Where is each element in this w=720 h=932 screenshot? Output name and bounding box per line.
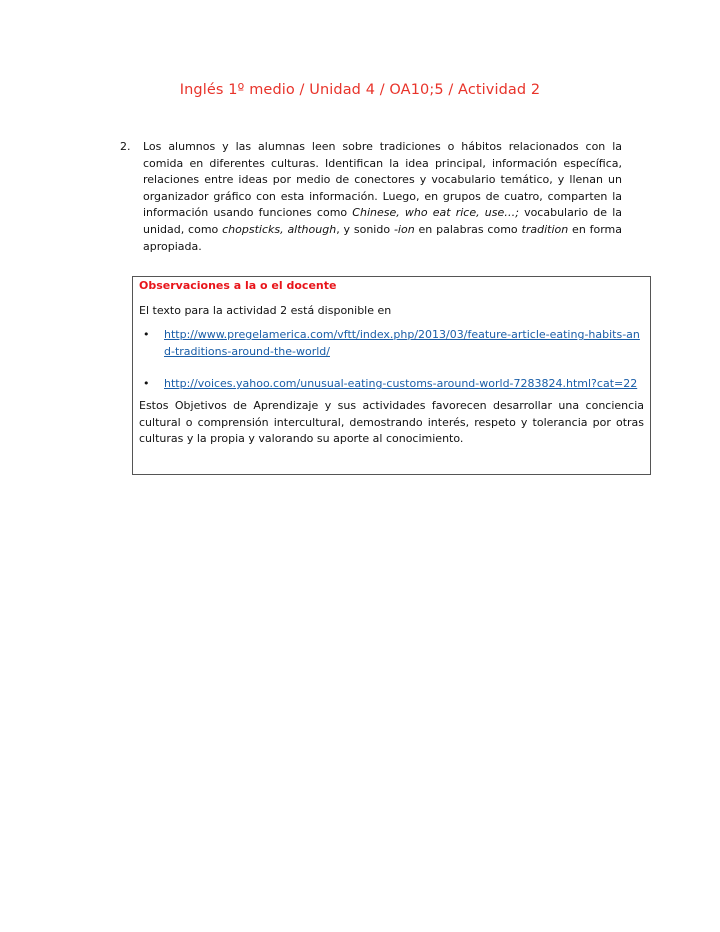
text-segment: Los alumnos y las alumnas leen sobre tradiciones o hábitos relacionados con la comida en diferentes culturas. Identifican la idea principal, información específica, relaciones entre ideas por medio de conectores y vocabulario temático, y llenan un organizador gráfico con esta información. Luego, en grupos de cuatro, comparten la información usando funciones como bbox=[143, 140, 622, 220]
link-list bbox=[139, 327, 644, 393]
bullet-icon: • bbox=[143, 377, 150, 391]
bullet-icon: • bbox=[143, 328, 150, 342]
list-item bbox=[139, 376, 644, 393]
text-segment: vocabulario de la unidad, como bbox=[143, 206, 623, 236]
italic-segment: Chinese, who eat rice, use…; bbox=[352, 206, 519, 220]
italic-segment: chopsticks, although bbox=[222, 222, 337, 236]
resource-link-2[interactable]: http://voices.yahoo.com/unusual-eating-customs-around-world-7283824.html?cat=22 bbox=[164, 377, 638, 391]
text-segment: en palabras como bbox=[414, 222, 522, 236]
italic-segment: -ion bbox=[393, 222, 415, 236]
activity-number: 2. bbox=[120, 140, 131, 153]
text-segment: en forma apropiada. bbox=[143, 222, 623, 253]
observations-title: Observaciones a la o el docente bbox=[139, 279, 337, 292]
observations-intro: El texto para la actividad 2 está disponible en bbox=[139, 303, 392, 317]
observations-closing: Estos Objetivos de Aprendizaje y sus actividades favorecen desarrollar una conciencia cultural o comprensión intercultural, demostrando interés, respeto y tolerancia por otras culturas y la propia y valorando su aporte al conocimiento. bbox=[139, 398, 644, 446]
activity-item bbox=[120, 139, 622, 255]
page-title: Inglés 1º medio / Unidad 4 / OA10;5 / Actividad 2 bbox=[179, 82, 541, 98]
resource-link-1[interactable]: http://www.pregelamerica.com/vftt/index.php/2013/03/feature-article-eating-habits-and-traditions-around-the-world/ bbox=[164, 328, 640, 358]
observations-box bbox=[132, 276, 651, 475]
italic-segment: tradition bbox=[521, 222, 569, 236]
activity-description bbox=[143, 139, 622, 255]
text-segment: , y sonido bbox=[336, 222, 394, 236]
list-item bbox=[139, 327, 644, 360]
